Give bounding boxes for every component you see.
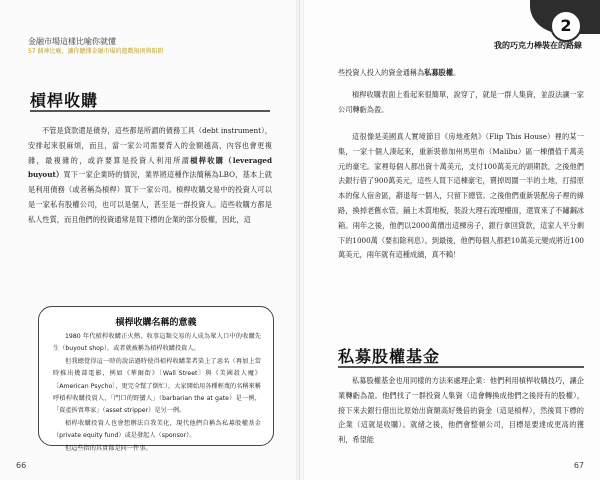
page-number-left: 66 [16,461,27,470]
chapter-number: 2 [550,10,582,42]
page-number-right: 67 [573,461,584,470]
chapter-running-title: 我的巧克力棒裝在的路線 [494,41,582,50]
box-paragraph: 1980 年代槓桿收購正火熱，收事這類交易的人成為眾人口中的收購先生（buyout shop），或者就被稱為槓桿收購投資人。 [53,333,261,353]
section-title-private-equity: 私募股權基金 [338,347,441,366]
box-paragraph: 槓桿收購投資人也會想辦法自我美化，現代他們自稱為私募股權基金（private equity fund）或是發起人（sponsor）。 [53,419,261,440]
running-header-left [28,36,228,56]
box-paragraph: 但這些指的其實都是同一件事。 [65,444,152,452]
bold-term: 槓桿收購（leveraged buyout） [28,155,272,180]
body-paragraph: 不管是貸款還是債券，這些都是所謂的債務工具（debt instrument），安排起來很麻煩，而且，當一家公司需要背入的金額越高，內容也會更複雜，最複雜的，或許要算是投資人利用所謂槓桿收購（leveraged buyout）買下一家企業時的情況，業界將這種作法簡稱為LBO，基本上就是利用債務（或者稱為槓桿）買下一家公司。槓桿收購交易中的投資人可以是一家私有股權公司，也可以是個人，甚至是一群投資人。這些收購方都是私人性質，而且他們的投資通常是買下標的企業的部分股權，因此，這 [28,126,272,224]
body-paragraph: 些投資人投入的資金通稱為私募股權。 [338,68,461,77]
section-title-lbo: 槓桿收購 [30,91,99,110]
title-underline [30,110,270,112]
body-paragraph: 私募股權基金也用同樣的方法來處理企業：他們利用槓桿收購技巧，讓企業轉虧為盈。他們找了一群投資人集資（這會轉換成他們之後持有的股權），接下來去銀行借出比原始出資額高好幾倍的資金（這是槓桿），然後買下標的企業（這就是收購）。就緒之後，他們會整頓公司，目標是要達成更高的獲利，希望能 [338,376,584,445]
body-paragraph: 這很像是美國真人實境節目《房地產熱》（Flip This House）裡的某一集，一家十個人湊起來，重新裝修加州馬里布（Malibu）區一棟價值千萬美元的豪宅。家裡每個人都出資十萬美元，支付100萬美元的頭期款，之後他們去銀行借了900萬美元，這些人買下這棟豪宅，賣掉周圍一半的土地，打掃原本的傢人宿舍區，辭退每一個人，只留下總管。之後他們重新裝配房子裡的線路，換掉老舊水管，鋪上木質地板，裝設大理石流理檯面，還買來了不鏽鋼冰箱。兩年之後，他們以2000萬價出這棟房子，銀行拿回貸款，這家人平分剩下的1000萬（要扣除利息）。到最後，他們每個人都把10萬美元變成將近100萬美元，兩年就有這種成績，真不賴！ [338,132,584,260]
right-page [300,0,600,480]
box-paragraph: 但我總覺得這一時的說法過時使得槓桿收購業者染上了惡名（再加上當時推出幾部電影，例如《華爾街》〔Wall Street〕與《美國殺人魔》〔American Psycho〕，更完全幫了倒忙），大家開始用各種輕蔑的名稱來稱呼槓桿收購投資人，「門口的野蠻人」（barbarian the at gate）是一例，「資產拆賣專家」（asset stripper）是另一例。 [53,357,261,415]
sidebar-box [38,306,274,452]
body-paragraph: 槓桿收購表面上看起來很簡單，說穿了，就是一群人集資，並設法讓一家公司轉虧為盈。 [338,90,584,114]
title-underline [338,366,584,368]
book-title: 金融市場這樣比喻你就懂 [28,37,116,46]
box-title: 槓桿收購名稱的意義 [115,318,197,328]
book-subtitle: 57 個神比喻，讓你聽懂金融市場的遊戲規則與陷阱 [28,48,164,55]
box-body [53,331,261,455]
bold-term: 私募股權 [424,68,454,77]
